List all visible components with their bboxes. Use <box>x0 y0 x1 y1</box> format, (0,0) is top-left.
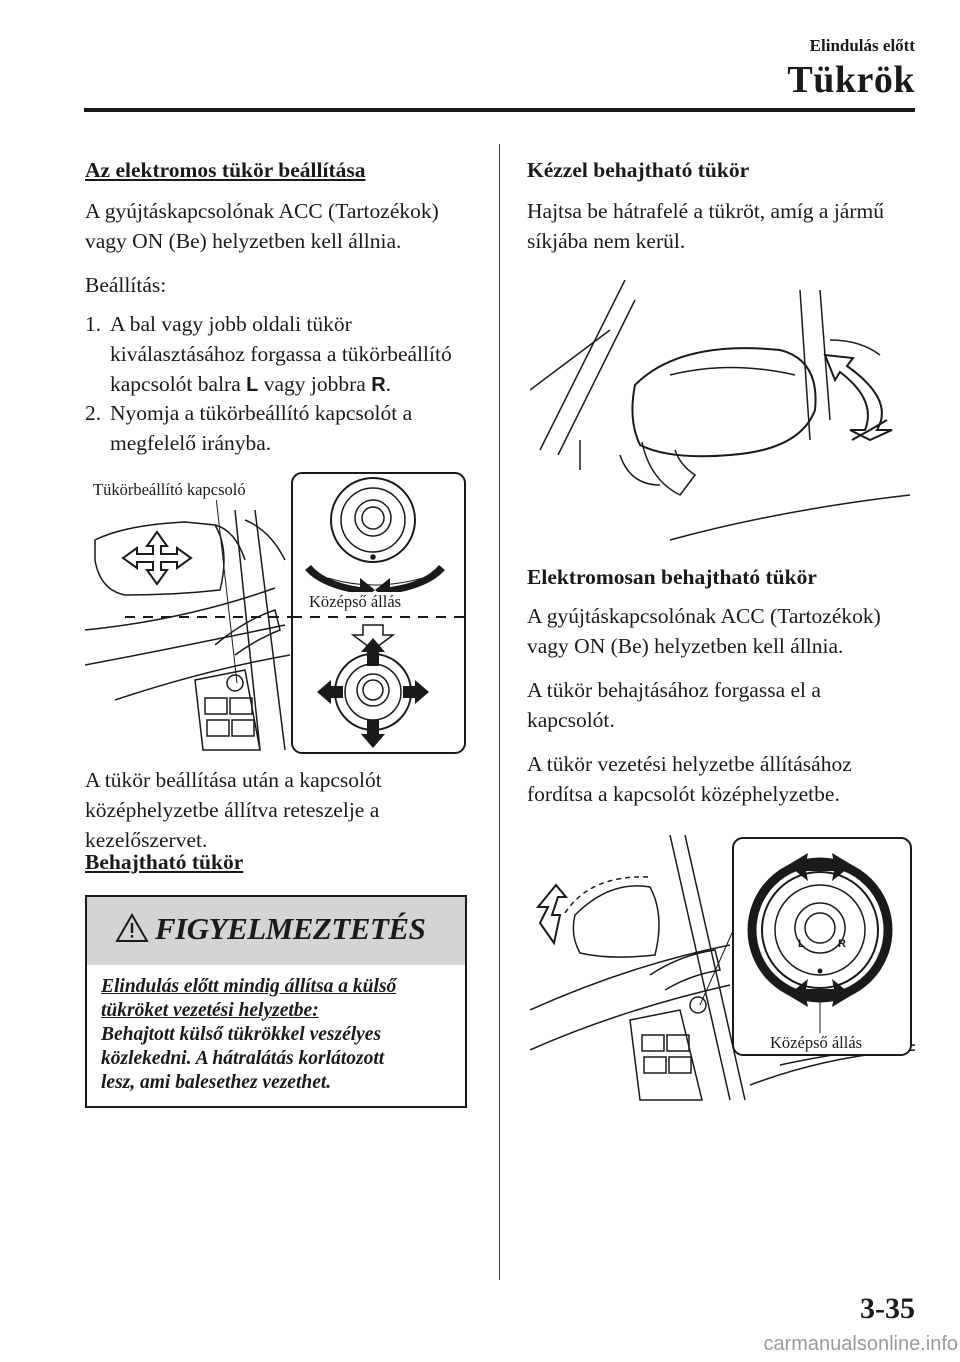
electric-fold-text-3 <box>527 749 937 809</box>
warning-triangle-icon <box>115 913 149 943</box>
intro-text <box>85 196 485 256</box>
text-line: középhelyzetbe állítva reteszelje a <box>85 798 380 822</box>
step-text: A bal vagy jobb oldali tükör <box>110 312 352 336</box>
text-line: fordítsa a kapcsolót középhelyzetbe. <box>527 782 840 806</box>
step-text-part: . <box>385 372 392 396</box>
text-line: A gyújtáskapcsolónak ACC (Tartozékok) <box>527 604 881 628</box>
electric-fold-illustration <box>530 835 915 1105</box>
text-line: kezelőszervet. <box>85 828 208 852</box>
electric-mirror-heading: Az elektromos tükör beállítása <box>85 158 366 182</box>
warning-line: Elindulás előtt mindig állítsa a külső <box>101 976 397 997</box>
manual-mirror-heading: Kézzel behajtható tükör <box>527 158 750 182</box>
text-line: A tükör beállítása után a kapcsolót <box>85 768 382 792</box>
warning-title: FIGYELMEZTETÉS <box>155 911 426 946</box>
step-number: 1. <box>85 312 102 336</box>
text-line: A tükör vezetési helyzetbe állításához <box>527 752 852 776</box>
warning-line: közlekedni. A hátralátás korlátozott <box>101 1048 385 1069</box>
column-divider <box>499 144 500 1280</box>
electric-fold-figure <box>530 835 915 1105</box>
warning-body <box>87 965 465 1105</box>
after-adjust-text <box>85 765 490 855</box>
text-line: vagy ON (Be) helyzetben kell állnia. <box>527 634 844 658</box>
mirror-switch-figure <box>85 470 470 755</box>
text-line: Hajtsa be hátrafelé a tükröt, amíg a jármű <box>527 199 884 223</box>
electric-fold-text-2 <box>527 675 937 735</box>
R-symbol: R <box>371 374 386 396</box>
intro-line: A gyújtáskapcsolónak ACC (Tartozékok) <box>85 199 439 223</box>
center-position-label-2: Középső állás <box>770 1033 863 1052</box>
electric-fold-text-1 <box>527 601 937 661</box>
text-line: kapcsolót. <box>527 708 615 732</box>
text-line: A tükör behajtásához forgassa el a <box>527 678 821 702</box>
step-text: megfelelő irányba. <box>110 431 272 455</box>
footer-url[interactable]: carmanualsonline.info <box>763 1333 958 1355</box>
setting-label: Beállítás: <box>85 273 167 297</box>
knob-R-label: R <box>838 938 846 950</box>
warning-line: lesz, ami balesethez vezethet. <box>101 1072 332 1093</box>
warning-line: Behajtott külső tükrökkel veszélyes <box>101 1024 382 1045</box>
warning-line: tükröket vezetési helyzetbe: <box>101 1000 319 1021</box>
foldable-mirror-heading: Behajtható tükör <box>85 850 244 874</box>
intro-line: vagy ON (Be) helyzetben kell állnia. <box>85 229 402 253</box>
step-1 <box>85 309 495 400</box>
step-text-part: vagy jobbra <box>263 372 366 396</box>
step-number: 2. <box>85 401 102 425</box>
step-text: Nyomja a tükörbeállító kapcsolót a <box>110 401 413 425</box>
warning-header <box>87 897 465 965</box>
switch-label: Tükörbeállító kapcsoló <box>93 480 246 499</box>
text-line: síkjába nem kerül. <box>527 229 686 253</box>
step-text: kiválasztásához forgassa a tükörbeállító <box>110 342 452 366</box>
warning-box <box>85 895 467 1108</box>
mirror-switch-illustration <box>85 470 470 755</box>
section-label: Elindulás előtt <box>809 36 915 55</box>
page-number: 3-35 <box>860 1292 915 1325</box>
page-title: Tükrök <box>787 59 915 101</box>
knob-L-label: L <box>798 938 805 950</box>
title-rule <box>84 108 915 112</box>
manual-fold-figure <box>530 280 920 550</box>
electric-fold-heading: Elektromosan behajtható tükör <box>527 565 817 589</box>
center-position-label: Középső állás <box>309 592 402 611</box>
step-2 <box>85 398 495 458</box>
step-text <box>85 369 495 400</box>
manual-fold-illustration <box>530 280 920 550</box>
manual-text <box>527 196 937 256</box>
L-symbol: L <box>246 374 259 396</box>
step-text-part: kapcsolót balra <box>110 372 241 396</box>
